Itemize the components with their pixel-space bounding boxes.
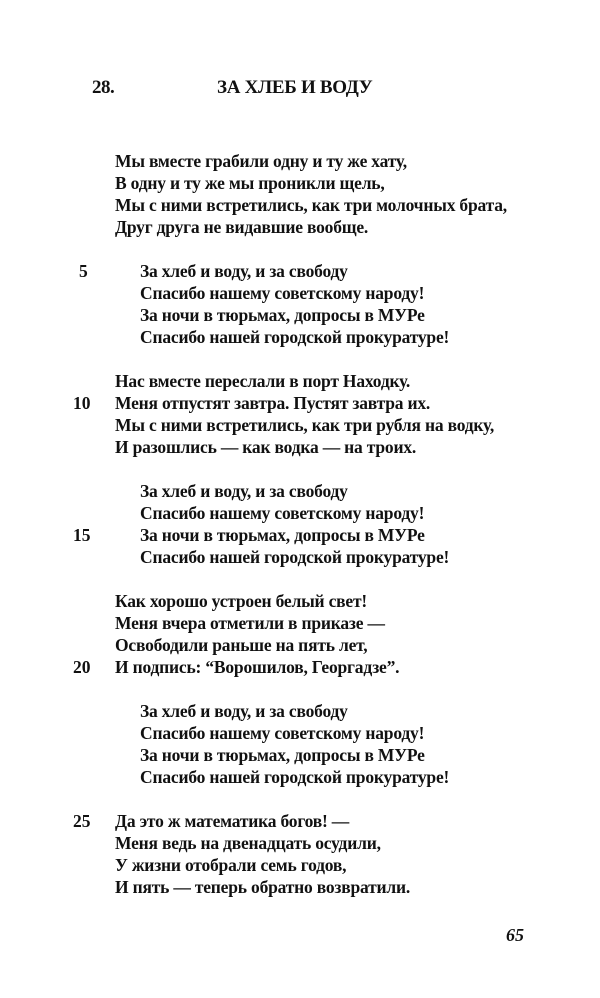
poem-title: ЗА ХЛЕБ И ВОДУ <box>217 77 373 98</box>
poem-line: Меня ведь на двенадцать осудили, <box>115 833 381 853</box>
poem-line: Как хорошо устроен белый свет! <box>115 591 368 611</box>
poem-line: И подпись: “Ворошилов, Георгадзе”. <box>115 657 400 677</box>
poem-line: Освободили раньше на пять лет, <box>115 635 368 655</box>
poem-line: Спасибо нашей городской прокуратуре! <box>140 767 450 787</box>
poem-line: Спасибо нашему советскому народу! <box>140 503 425 523</box>
poem-line: И пять — теперь обратно возвратили. <box>115 877 411 897</box>
poem-line: За ночи в тюрьмах, допросы в МУРе <box>140 525 425 545</box>
poem-line: За хлеб и воду, и за свободу <box>140 261 348 281</box>
poem-line: У жизни отобрали семь годов, <box>115 855 347 875</box>
poem-number: 28. <box>92 77 115 98</box>
poem-line: Мы вместе грабили одну и ту же хату, <box>115 151 407 171</box>
poem-line: Спасибо нашей городской прокуратуре! <box>140 327 450 347</box>
line-number: 20 <box>73 657 91 677</box>
poem-line: И разошлись — как водка — на троих. <box>115 437 417 457</box>
poem-line: За хлеб и воду, и за свободу <box>140 701 348 721</box>
poem-line: Спасибо нашему советскому народу! <box>140 283 425 303</box>
poem-line: Друг друга не видавшие вообще. <box>115 217 369 237</box>
poem-line: Спасибо нашему советскому народу! <box>140 723 425 743</box>
line-number: 10 <box>73 393 91 413</box>
line-number: 25 <box>73 811 91 831</box>
poem-line: За ночи в тюрьмах, допросы в МУРе <box>140 305 425 325</box>
line-number: 5 <box>79 261 88 281</box>
poem-line: Да это ж математика богов! — <box>115 811 350 831</box>
poem-line: Мы с ними встретились, как три рубля на водку, <box>115 415 495 435</box>
poem-line: За ночи в тюрьмах, допросы в МУРе <box>140 745 425 765</box>
poem-line: Мы с ними встретились, как три молочных брата, <box>115 195 507 215</box>
poem-line: В одну и ту же мы проникли щель, <box>115 173 385 193</box>
line-number: 15 <box>73 525 91 545</box>
poem-line: Меня отпустят завтра. Пустят завтра их. <box>115 393 431 413</box>
page-number: 65 <box>506 925 524 945</box>
poem-line: Меня вчера отметили в приказе — <box>115 613 385 633</box>
poem-line: Нас вместе переслали в порт Находку. <box>115 371 411 391</box>
poem-line: За хлеб и воду, и за свободу <box>140 481 348 501</box>
poem-line: Спасибо нашей городской прокуратуре! <box>140 547 450 567</box>
